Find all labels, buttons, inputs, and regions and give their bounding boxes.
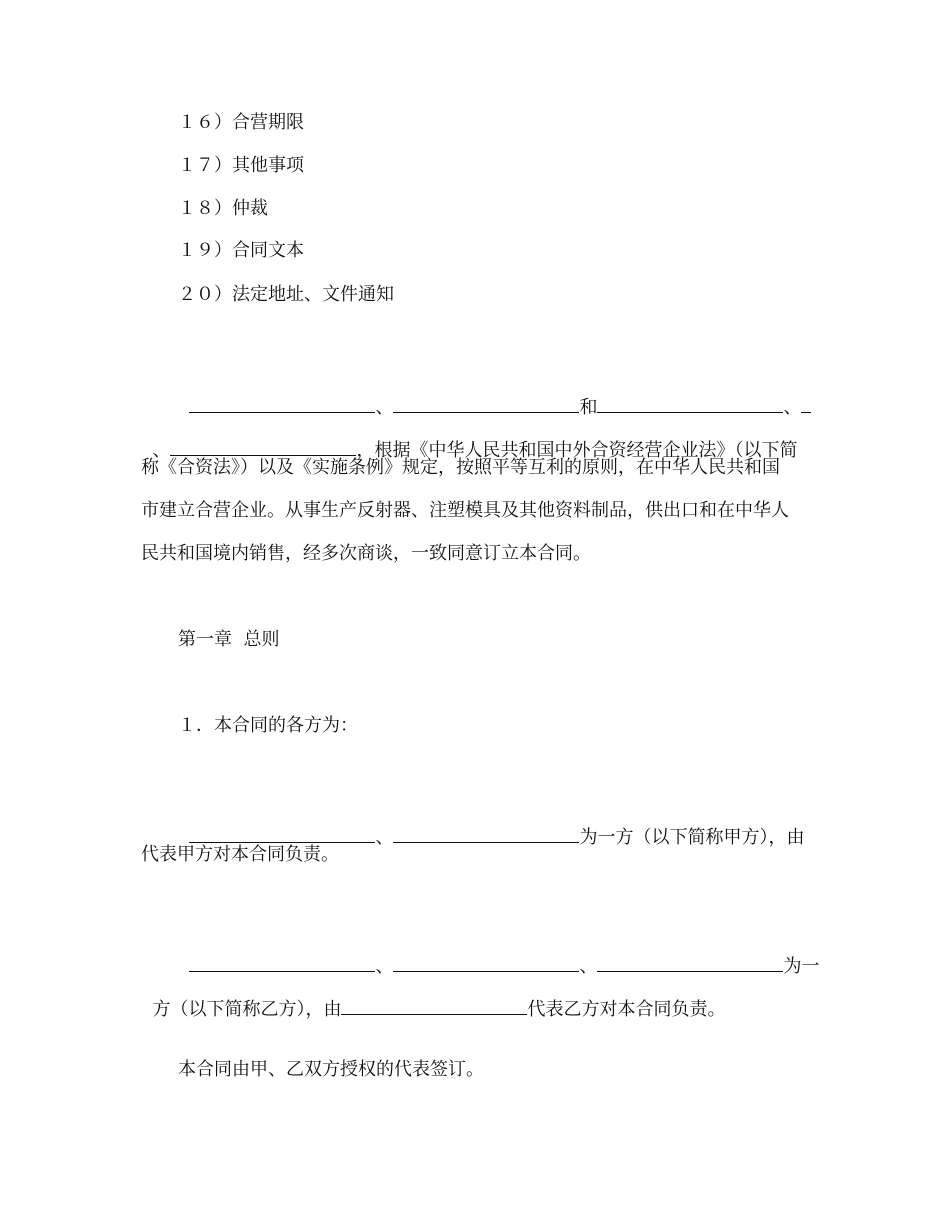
separator: 、 bbox=[375, 397, 394, 418]
party-b-text: 方（以下简称乙方），由 bbox=[152, 999, 342, 1020]
blank-field bbox=[597, 394, 783, 413]
separator: 、 bbox=[375, 956, 394, 977]
signing-clause: 本合同由甲、乙双方授权的代表签订。 bbox=[178, 1059, 484, 1080]
toc-item-16: １６）合营期限 bbox=[178, 112, 304, 133]
clause-1: １．本合同的各方为： bbox=[178, 715, 358, 736]
separator: 、 bbox=[783, 397, 802, 418]
party-b-text: 代表乙方对本合同负责。 bbox=[527, 999, 726, 1020]
blank-field bbox=[393, 394, 579, 413]
party-b-text: 为一 bbox=[783, 956, 820, 977]
blank-field bbox=[393, 953, 579, 972]
blank-field bbox=[393, 824, 579, 843]
party-a-text: 为一方（以下简称甲方），由 bbox=[579, 827, 805, 848]
chapter-title: 第一章 总则 bbox=[178, 629, 280, 650]
toc-item-18: １８）仲裁 bbox=[178, 198, 268, 219]
separator: 、 bbox=[152, 440, 171, 461]
blank-field bbox=[597, 953, 783, 972]
preamble-line-5: 民共和国境内销售，经多次商谈，一致同意订立本合同。 bbox=[141, 543, 591, 564]
blank-field bbox=[189, 953, 375, 972]
party-b-line-2 bbox=[141, 972, 725, 1022]
party-a-line-2: 代表甲方对本合同负责。 bbox=[141, 844, 339, 865]
separator: 、 bbox=[375, 827, 394, 848]
toc-item-17: １７）其他事项 bbox=[178, 155, 304, 176]
blank-field bbox=[170, 437, 356, 456]
toc-item-19: １９）合同文本 bbox=[178, 240, 304, 261]
preamble-text: ，根据《中华人民共和国中外合资经营企业法》（以下简 bbox=[356, 440, 798, 461]
blank-field bbox=[341, 996, 527, 1015]
blank-field bbox=[189, 824, 375, 843]
preamble-line-4: 市建立合营企业。从事生产反射器、注塑模具及其他资料制品，供出口和在中华人 bbox=[141, 500, 789, 521]
toc-item-20: ２０）法定地址、文件通知 bbox=[178, 284, 394, 305]
preamble-line-3: 称《合资法》）以及《实施条例》规定，按照平等互利的原则，在中华人民共和国 bbox=[141, 457, 780, 478]
blank-field-short bbox=[801, 394, 811, 413]
and-text: 和 bbox=[579, 397, 598, 418]
separator: 、 bbox=[579, 956, 598, 977]
blank-field bbox=[189, 394, 375, 413]
